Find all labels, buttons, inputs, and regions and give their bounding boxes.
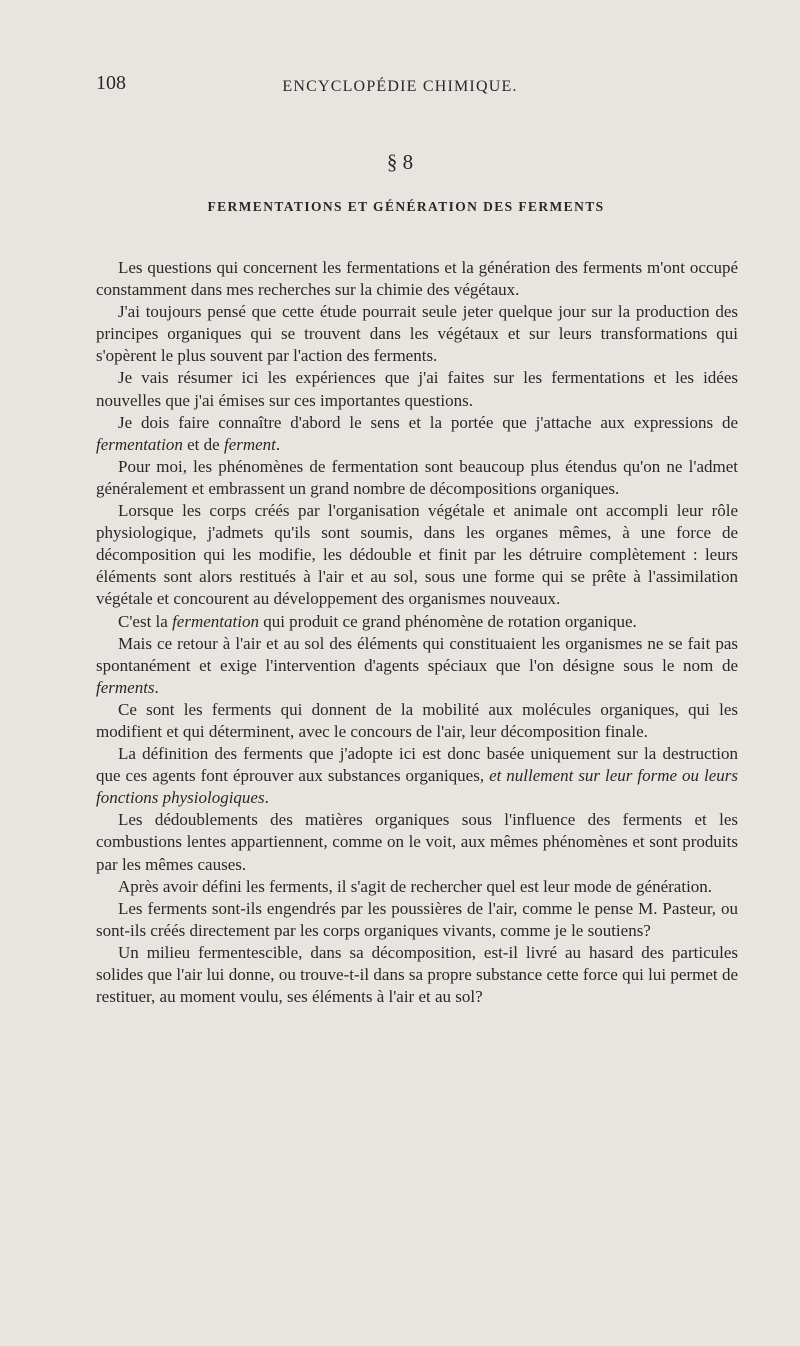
text-run: . — [264, 788, 269, 808]
text-run: et de — [182, 434, 224, 454]
paragraph — [96, 456, 738, 500]
text-run: J'ai toujours pensé que cette étude pourrait seule jeter quelque jour sur la production des principes organiques qui se trouvent dans les végétaux et sur leurs transformations qui s'opèrent le plus souvent par l'action des ferments. — [96, 302, 738, 366]
paragraph — [96, 301, 738, 367]
running-title: ENCYCLOPÉDIE CHIMIQUE. — [282, 78, 518, 95]
text-run: Après avoir défini les ferments, il s'agit de rechercher quel est leur mode de génération. — [118, 876, 713, 896]
body-text — [96, 257, 738, 1008]
text-run: La définition des ferments que j'adopte ici est donc basée uniquement sur la destruction que ces agents font éprouver aux substances organiques, — [96, 744, 738, 786]
paragraph — [96, 809, 738, 875]
paragraph — [96, 942, 738, 1008]
text-run: . — [275, 434, 281, 454]
italic-term: et nullement sur leur forme ou leurs fonctions physiologiques — [96, 766, 738, 808]
italic-term: fermentation — [172, 611, 259, 631]
italic-term: ferment — [223, 434, 276, 454]
text-run: qui produit ce grand phénomène de rotation organique. — [258, 611, 637, 631]
text-run: C'est la — [118, 611, 173, 631]
section-title: FERMENTATIONS ET GÉNÉRATION DES FERMENTS — [207, 199, 605, 214]
page-number: 108 — [96, 72, 126, 94]
paragraph — [96, 412, 738, 456]
text-run: . — [154, 677, 159, 697]
paragraph — [96, 500, 738, 610]
paragraph — [96, 699, 738, 743]
text-run: Mais ce retour à l'air et au sol des éléments qui constituaient les organismes ne se fait pas spontanément et exige l'intervention d'agents spéciaux que l'on désigne sous le nom de — [96, 633, 738, 675]
paragraph — [96, 611, 738, 633]
paragraph — [96, 876, 738, 898]
paragraph — [96, 367, 738, 411]
paragraph — [96, 743, 738, 809]
text-run: Les ferments sont-ils engendrés par les poussières de l'air, comme le pense M. Pasteur, ou sont-ils créés directement par les corps organiques vivants, comme je le soutiens? — [96, 898, 738, 940]
section-mark: § 8 — [386, 150, 414, 174]
italic-term: fermentation — [96, 434, 183, 454]
text-run: Lorsque les corps créés par l'organisation végétale et animale ont accompli leur rôle physiologique, j'admets qu'ils sont soumis, dans les organes mêmes, à une force de décomposition qui les modifie, les dédouble et finit par les détruire complètement : leurs éléments sont alors restitués à l'air et au sol, sous une forme qui se prête à l'assimilation végétale et concourent au développement des organismes nouveaux. — [96, 501, 738, 609]
paragraph — [96, 633, 738, 699]
text-run: Pour moi, les phénomènes de fermentation sont beaucoup plus étendus qu'on ne l'admet généralement et embrassent un grand nombre de décompositions organiques. — [96, 456, 738, 498]
paragraph — [96, 257, 738, 301]
text-run: Les questions qui concernent les fermentations et la génération des ferments m'ont occupé constamment dans mes recherches sur la chimie des végétaux. — [96, 258, 738, 300]
text-run: Un milieu fermentescible, dans sa décomposition, est-il livré au hasard des particules solides que l'air lui donne, ou trouve-t-il dans sa propre substance cette force qui lui permet de restituer, au moment voulu, ses éléments à l'air et au sol? — [96, 942, 738, 1007]
text-run: Les dédoublements des matières organiques sous l'influence des ferments et les combustions lentes appartiennent, comme on le voit, aux mêmes phénomènes et sont produits par les mêmes causes. — [96, 810, 738, 874]
italic-term: ferments — [96, 677, 155, 697]
text-run: Ce sont les ferments qui donnent de la mobilité aux molécules organiques, qui les modifient et qui déterminent, avec le concours de l'air, leur décomposition finale. — [96, 699, 738, 741]
paragraph — [96, 898, 738, 942]
text-run: Je vais résumer ici les expériences que j'ai faites sur les fermentations et les idées nouvelles que j'ai émises sur ces importantes questions. — [96, 368, 738, 410]
text-run: Je dois faire connaître d'abord le sens et la portée que j'attache aux expressions de — [118, 412, 738, 432]
